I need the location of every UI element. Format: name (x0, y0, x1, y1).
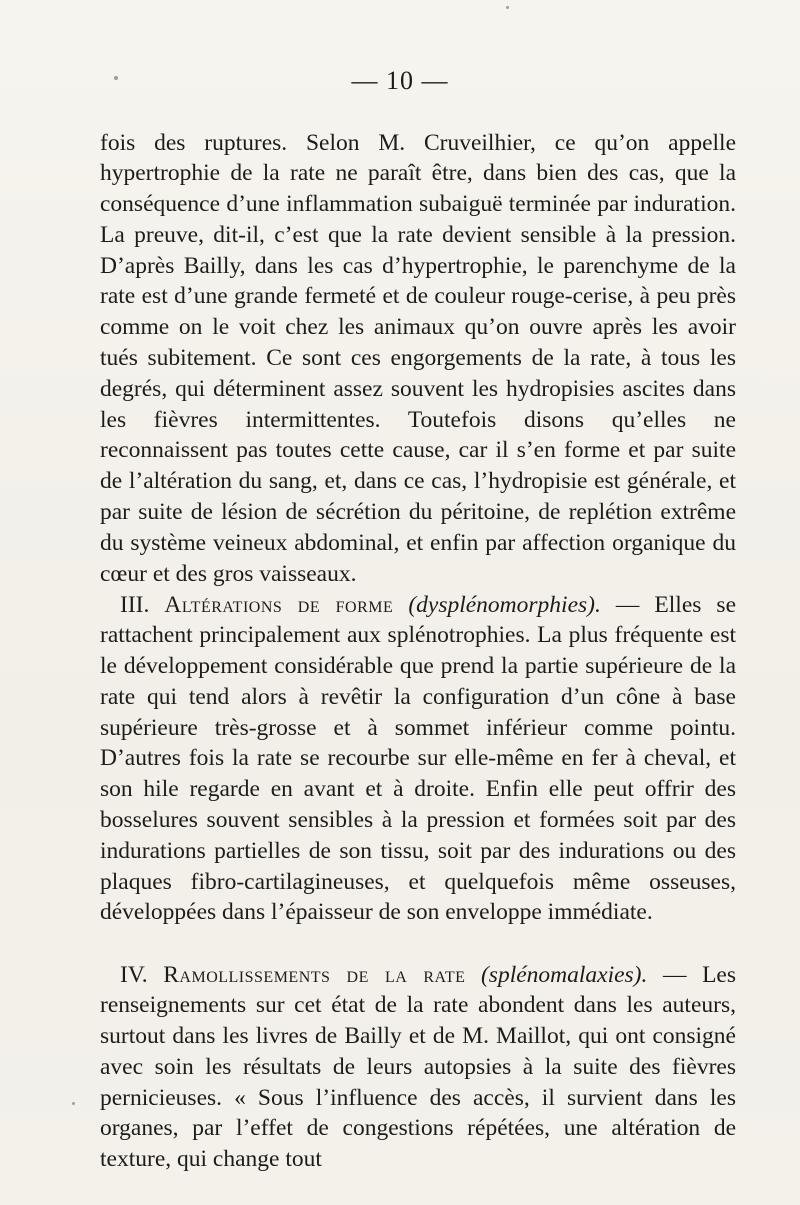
section-heading: Ramollissements de la rate (163, 961, 466, 988)
ink-speck (72, 1102, 75, 1105)
page-number: — 10 — (351, 66, 449, 95)
paragraph-hypertrophy-continuation (100, 128, 736, 590)
paragraph-form-alterations (100, 590, 736, 929)
paragraph-text: — Elles se rattachent principalement aux splénotrophies. La plus fréquente est le développement considérable que prend la partie supérieure de la rate qui tend alors à revêtir la configuration d’un cône à base supérieure très-grosse et à sommet inférieur comme pointu. D’autres fois la rate se recourbe sur elle-même en fer à cheval, et son hile regarde en avant et à droite. Enfin elle peut offrir des bosselures souvent sensibles à la pression et formées soit par des indurations partielles de son tissu, soit par des indurations ou des plaques fibro-cartilagineuses, et quelquefois même osseuses, développées dans l’épaisseur de son enveloppe immédiate. (100, 591, 737, 926)
paragraph-text: fois des ruptures. Selon M. Cruveilhier, ce qu’on appelle hypertrophie de la rate ne paraît être, dans bien des cas, que la conséquence d’une inflammation subaiguë terminée par induration. La preuve, dit-il, c’est que la rate devient sensible à la pression. D’après Bailly, dans les cas d’hypertrophie, le parenchyme de la rate est d’une grande fermeté et de couleur rouge-cerise, à peu près comme on le voit chez les animaux qu’on ouvre après les avoir tués subitement. Ce sont ces engorgements de la rate, à tous les degrés, qui déterminent assez souvent les hydropisies ascites dans les fièvres intermittentes. Toutefois disons qu’elles ne reconnaissent pas toutes cette cause, car il s’en forme et par suite de l’altération du sang, et, dans ce cas, l’hydropisie est générale, et par suite de lésion de sécrétion du péritoine, de replétion extrême du système veineux abdominal, et enfin par affection organique du cœur et des gros vaisseaux. (100, 129, 736, 587)
section-term: (dysplénomorphies). (408, 591, 601, 618)
section-numeral: III. (120, 591, 150, 618)
section-numeral: IV. (120, 961, 148, 988)
ink-speck (506, 6, 509, 9)
section-term: (splénomalaxies). (480, 961, 648, 988)
paragraph-softening (100, 960, 736, 1176)
section-heading: Altérations de forme (164, 591, 394, 618)
paragraph-text: — Les renseignements sur cet état de la rate abondent dans les auteurs, surtout dans les livres de Bailly et de M. Maillot, qui ont consigné avec soin les résultats de leurs autopsies à la suite des fièvres pernicieuses. « Sous l’influence des accès, il survient dans les organes, par l’effet de congestions répétées, une altération de texture, qui change tout (100, 961, 737, 1173)
